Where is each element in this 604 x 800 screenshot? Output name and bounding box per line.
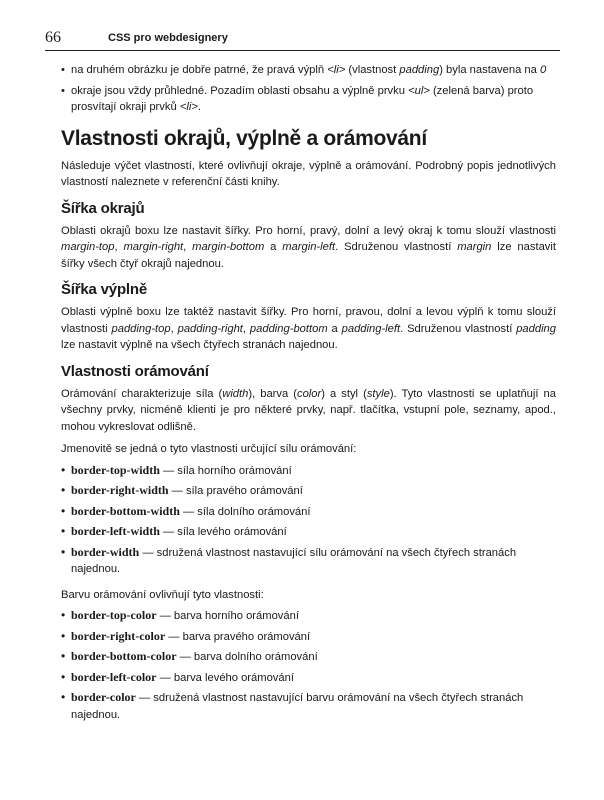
bullet-icon: •	[61, 64, 65, 76]
page-number: 66	[45, 29, 61, 46]
property-item	[61, 628, 556, 646]
property-description: — barva horního orámování	[156, 610, 299, 622]
subsection-title-margin: Šířka okrajů	[61, 199, 145, 217]
property-description: — barva levého orámování	[156, 671, 294, 684]
bullet-icon: •	[61, 524, 66, 538]
bullet-icon: •	[61, 503, 66, 518]
padding-paragraph: Oblasti výplně boxu lze taktéž nastavit šířky. Pro horní, pravou, dolní a levou výplň k tomu slouží vlastnosti padding-top, padding-right, padding-bottom a padding-left. Sdruženou vlastností padding lze nastavit výplně na všech čtyřech stranách najednou.	[61, 306, 557, 351]
property-name: border-left-color	[71, 669, 157, 684]
page-header	[45, 28, 560, 51]
property-item	[61, 482, 556, 500]
width-list-intro: Jmenovitě se jedná o tyto vlastnosti určující sílu orámování:	[61, 443, 357, 455]
bullet-icon: •	[61, 544, 66, 559]
bullet-icon: •	[61, 649, 66, 663]
property-item	[61, 544, 556, 578]
property-description: — síla levého orámování	[159, 526, 287, 538]
property-item	[61, 523, 556, 541]
property-item	[61, 669, 556, 687]
property-description: — síla dolního orámování	[179, 505, 311, 518]
list-item-text: okraje jsou vždy průhledné. Pozadím oblasti obsahu a výplně prvku <ul> (zelená barva) proto prosvítají okraji prvků <li>.	[71, 84, 534, 113]
bullet-icon: •	[61, 669, 66, 684]
list-item-text: na druhém obrázku je dobře patrné, že pravá výplň <li> (vlastnost padding) byla nastavena na 0	[71, 64, 547, 76]
property-item	[61, 462, 556, 480]
bullet-icon: •	[61, 628, 66, 643]
list-item	[61, 62, 556, 79]
property-item	[61, 648, 556, 666]
property-name: border-left-width	[71, 524, 160, 538]
property-description: — barva pravého orámování	[165, 630, 311, 643]
intro-bullet-list	[61, 62, 556, 116]
bullet-icon: •	[61, 608, 66, 622]
border-color-list	[61, 607, 556, 723]
section-title: Vlastnosti okrajů, výplně a orámování	[61, 126, 427, 150]
property-item	[61, 503, 556, 521]
bullet-icon: •	[61, 462, 66, 477]
property-description: — síla horního orámování	[159, 464, 292, 477]
margin-paragraph: Oblasti okrajů boxu lze nastavit šířky. Pro horní, pravý, dolní a levý okraj k tomu slouží vlastnosti margin-top, margin-right, margin-bottom a margin-left. Sdruženou vlastností margin lze nastavit šířky všech čtyř okrajů najednou.	[61, 224, 556, 270]
subsection-title-border: Vlastnosti orámování	[61, 362, 209, 380]
property-name: border-top-width	[71, 462, 160, 477]
bullet-icon: •	[61, 690, 66, 704]
color-list-intro: Barvu orámování ovlivňují tyto vlastnosti:	[61, 588, 264, 601]
property-name: border-right-width	[71, 483, 169, 497]
page-content	[61, 62, 556, 726]
bullet-icon: •	[61, 483, 66, 497]
border-width-list	[61, 462, 556, 578]
property-name: border-top-color	[71, 608, 157, 622]
subsection-title-padding: Šířka výplně	[61, 281, 147, 298]
property-description: — síla pravého orámování	[168, 485, 303, 497]
list-item	[61, 83, 556, 116]
property-name: border-color	[71, 690, 136, 704]
border-paragraph: Orámování charakterizuje síla (width), barva (color) a styl (style). Tyto vlastnosti se uplatňují na všechny prvky, nicméně klienti je pro některé prvky, např. tlačítka, vstupní pole, seznamy, apod., mohou vykreslovat odlišně.	[61, 387, 556, 433]
property-description: — sdružená vlastnost nastavující sílu orámování na všech čtyřech stranách najednou.	[71, 546, 517, 575]
property-description: — sdružená vlastnost nastavující barvu orámování na všech čtyřech stranách najednou.	[71, 692, 524, 721]
running-head: CSS pro webdesignery	[108, 32, 228, 44]
property-item	[61, 607, 556, 625]
property-description: — barva dolního orámování	[176, 651, 318, 663]
property-name: border-width	[71, 544, 140, 559]
property-name: border-bottom-width	[71, 503, 180, 518]
property-item	[61, 689, 556, 723]
bullet-icon: •	[61, 84, 65, 97]
property-name: border-right-color	[71, 628, 166, 643]
property-name: border-bottom-color	[71, 649, 177, 663]
section-intro: Následuje výčet vlastností, které ovlivňují okraje, výplně a orámování. Podrobný popis jednotlivých vlastností naleznete v referenční části knihy.	[61, 159, 556, 188]
